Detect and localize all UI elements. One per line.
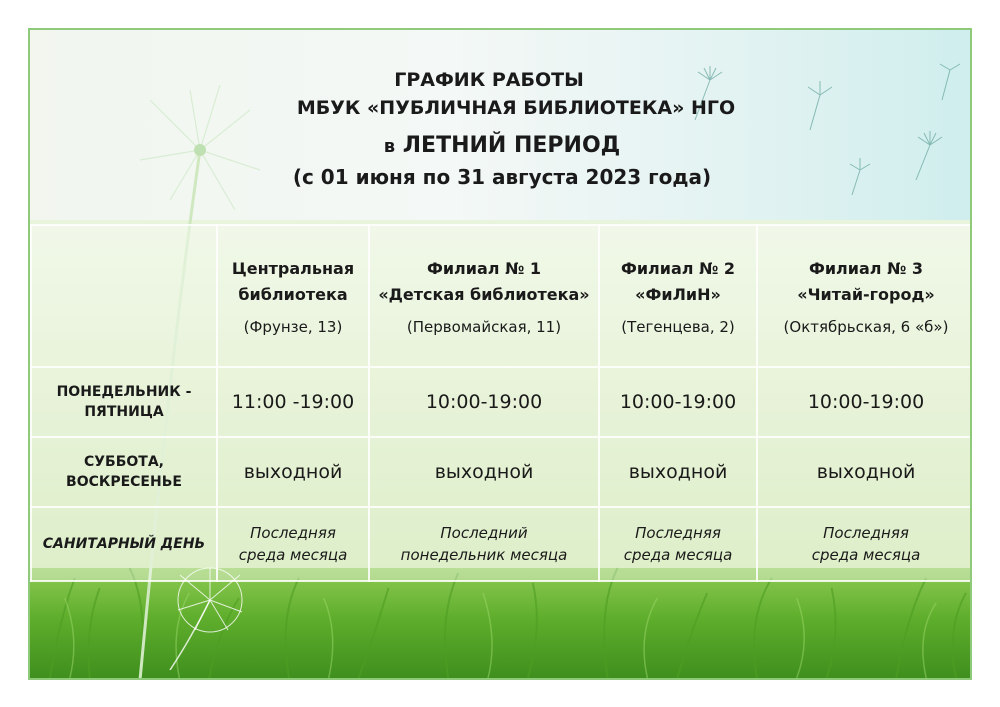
title-line-4: (с 01 июня по 31 августа 2023 года): [292, 165, 712, 189]
day-off-cell: выходной: [599, 437, 757, 507]
sanitary-line-2: среда месяца: [238, 546, 348, 564]
branch-header-cell: [599, 225, 757, 367]
sanitary-line-1: Последняя: [823, 524, 909, 542]
sanitary-cell: [369, 507, 599, 581]
sanitary-line-1: Последний: [440, 524, 528, 542]
row-label-cell: [31, 437, 217, 507]
day-off-cell: выходной: [217, 437, 369, 507]
hours-cell: 11:00 -19:00: [217, 367, 369, 437]
weekdays-row: [31, 367, 972, 437]
branch-address: (Первомайская, 11): [406, 318, 562, 336]
hours-cell: 10:00-19:00: [757, 367, 972, 437]
title-block: [30, 66, 972, 191]
branch-name-line-1: Филиал № 2: [620, 259, 736, 278]
title-line-3-main: ЛЕТНИЙ ПЕРИОД: [402, 133, 621, 158]
title-line-3-prefix: в: [383, 136, 396, 157]
sanitary-line-2: среда месяца: [811, 546, 921, 564]
branch-name-line-1: Центральная: [231, 259, 355, 278]
weekdays-label-line-1: ПОНЕДЕЛЬНИК -: [56, 384, 192, 400]
sanitary-cell: [217, 507, 369, 581]
branch-address: (Тегенцева, 2): [621, 318, 735, 336]
weekdays-label-line-2: ПЯТНИЦА: [84, 404, 164, 420]
weekend-label-line-1: СУББОТА,: [83, 454, 164, 470]
branch-name-line-2: библиотека: [238, 285, 348, 304]
hours-cell: 10:00-19:00: [599, 367, 757, 437]
weekend-row: [31, 437, 972, 507]
branch-address: (Октябрьская, 6 «б»): [783, 318, 949, 336]
sanitary-line-2: среда месяца: [623, 546, 733, 564]
header-empty-cell: [31, 225, 217, 367]
branch-name-line-2: «Читай-город»: [797, 285, 935, 304]
weekend-label-line-2: ВОСКРЕСЕНЬЕ: [66, 474, 182, 490]
branch-header-cell: [757, 225, 972, 367]
sanitary-cell: [599, 507, 757, 581]
branch-name-line-1: Филиал № 1: [426, 259, 542, 278]
poster-frame: [28, 28, 972, 680]
hours-cell: 10:00-19:00: [369, 367, 599, 437]
day-off-cell: выходной: [369, 437, 599, 507]
sanitary-label: САНИТАРНЫЙ ДЕНЬ: [42, 536, 206, 552]
title-line-3: [30, 130, 972, 163]
branch-header-cell: [369, 225, 599, 367]
sanitary-cell: [757, 507, 972, 581]
sanitary-line-1: Последняя: [635, 524, 721, 542]
sanitary-row: [31, 507, 972, 581]
branch-header-cell: [217, 225, 369, 367]
row-label-cell: [31, 367, 217, 437]
branch-name-line-2: «Детская библиотека»: [378, 285, 590, 304]
row-label-cell: [31, 507, 217, 581]
title-line-2: МБУК «ПУБЛИЧНАЯ БИБЛИОТЕКА» НГО: [296, 97, 736, 119]
title-line-1: ГРАФИК РАБОТЫ: [394, 69, 584, 91]
day-off-cell: выходной: [757, 437, 972, 507]
branch-name-line-1: Филиал № 3: [808, 259, 924, 278]
schedule-table: [30, 224, 972, 582]
table-header-row: [31, 225, 972, 367]
branch-name-line-2: «ФиЛиН»: [635, 285, 721, 304]
sanitary-line-1: Последняя: [250, 524, 336, 542]
branch-address: (Фрунзе, 13): [243, 318, 343, 336]
sanitary-line-2: понедельник месяца: [400, 546, 568, 564]
